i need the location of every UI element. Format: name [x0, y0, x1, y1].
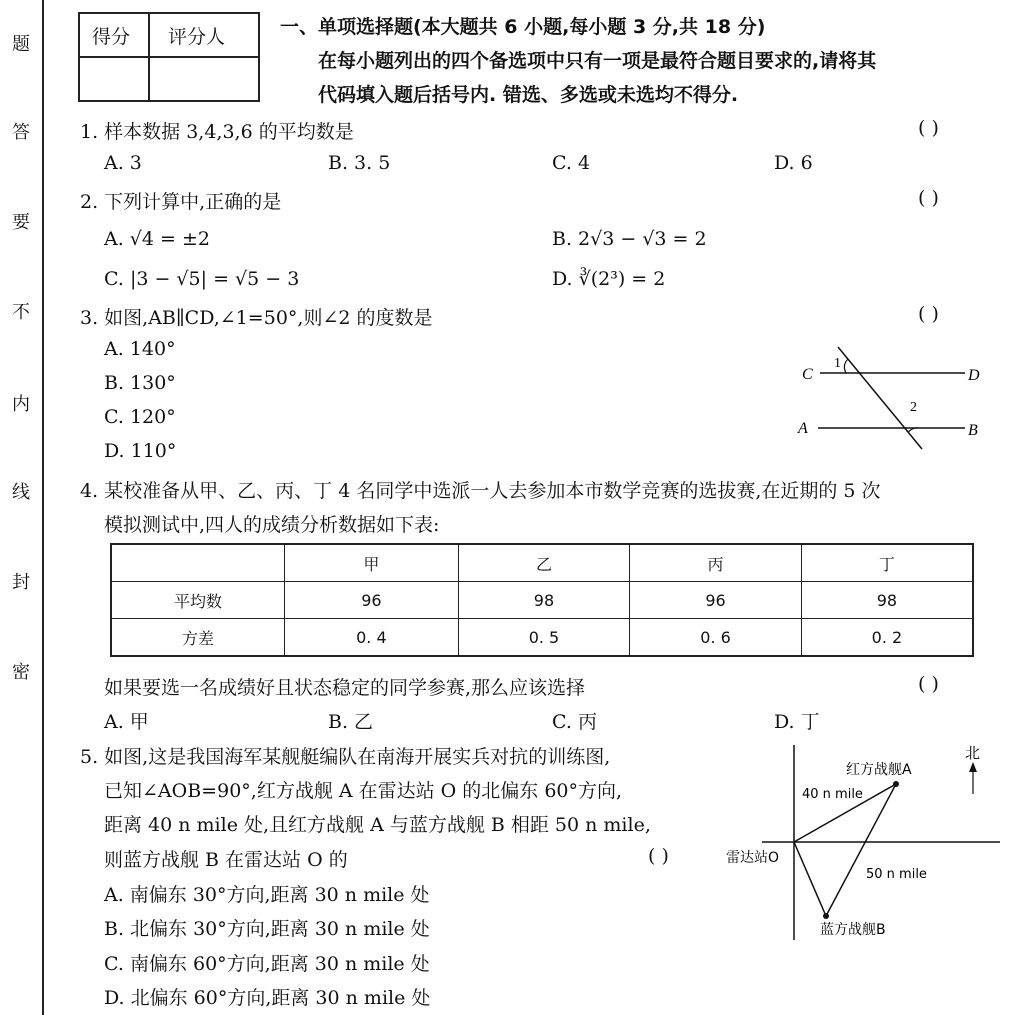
table-header-row: [111, 544, 973, 582]
table-cell: 0. 6: [630, 619, 802, 657]
q3-option-b: B. 130°: [104, 372, 176, 394]
q4-stem: 4. 某校准备从甲、乙、丙、丁 4 名同学中选派一人去参加本市数学竞赛的选拔赛,在近期的 5 次: [80, 480, 881, 502]
binding-char: 线: [12, 482, 30, 503]
q2-option-d: D. ∛(2³) = 2: [552, 268, 666, 290]
label-d: D: [968, 367, 980, 384]
binding-line: [42, 0, 44, 1015]
answer-paren: ( ): [918, 187, 939, 209]
answer-paren: ( ): [648, 845, 669, 867]
table-row: [111, 619, 973, 657]
segment-ob: [794, 842, 826, 916]
table-cell: 0. 4: [285, 619, 459, 657]
ship-b-label: 蓝方战舰B: [820, 922, 886, 938]
table-cell: 98: [458, 582, 630, 619]
q3-stem: 3. 如图,AB∥CD,∠1=50°,则∠2 的度数是: [80, 307, 433, 329]
q2-option-c: C. |3 − √5| = √5 − 3: [104, 268, 300, 290]
binding-char: 不: [12, 302, 30, 323]
label-c: C: [802, 366, 813, 383]
naval-exercise-figure: [720, 740, 1010, 945]
station-label: 雷达站O: [726, 850, 780, 866]
table-header: 甲: [285, 544, 459, 582]
q4-stem: 模拟测试中,四人的成绩分析数据如下表:: [104, 514, 440, 536]
table-cell: 98: [801, 582, 973, 619]
angle-1-arc: [844, 359, 848, 373]
q4-option-b: B. 乙: [328, 711, 374, 733]
q5-stem: 则蓝方战舰 B 在雷达站 O 的: [104, 849, 348, 871]
parallel-lines-figure: [790, 345, 990, 450]
q1-stem: 1. 样本数据 3,4,3,6 的平均数是: [80, 121, 354, 143]
score-label: 得分: [92, 26, 131, 48]
score-box: [78, 12, 260, 102]
q5-option-a: A. 南偏东 30°方向,距离 30 n mile 处: [104, 884, 430, 906]
q3-option-a: A. 140°: [104, 338, 176, 360]
q5-option-d: D. 北偏东 60°方向,距离 30 n mile 处: [104, 987, 431, 1009]
table-cell: 平均数: [111, 582, 285, 619]
q5-stem: 已知∠AOB=90°,红方战舰 A 在雷达站 O 的北偏东 60°方向,: [104, 780, 623, 802]
answer-paren: ( ): [918, 117, 939, 139]
binding-char: 封: [12, 572, 30, 593]
q3-option-d: D. 110°: [104, 440, 177, 462]
table-cell: 96: [285, 582, 459, 619]
label-b: B: [968, 422, 978, 439]
binding-char: 要: [12, 212, 30, 233]
binding-char: 题: [12, 34, 30, 55]
q4-question: 如果要选一名成绩好且状态稳定的同学参赛,那么应该选择: [104, 677, 586, 699]
q5-stem: 距离 40 n mile 处,且红方战舰 A 与蓝方战舰 B 相距 50 n mile,: [104, 814, 651, 836]
table-header: 丙: [630, 544, 802, 582]
label-angle-1: 1: [834, 356, 841, 371]
q2-stem: 2. 下列计算中,正确的是: [80, 191, 282, 213]
table-cell: 96: [630, 582, 802, 619]
grader-label: 评分人: [168, 26, 226, 48]
table-cell: 0. 2: [801, 619, 973, 657]
q1-option-a: A. 3: [104, 152, 142, 174]
point-a: [893, 781, 899, 787]
distance-oa-label: 40 n mile: [802, 787, 863, 802]
q4-option-a: A. 甲: [104, 711, 149, 733]
q3-option-c: C. 120°: [104, 406, 176, 428]
q1-option-b: B. 3. 5: [328, 152, 391, 174]
q4-option-c: C. 丙: [552, 711, 597, 733]
binding-char: 答: [12, 122, 30, 143]
table-cell: 0. 5: [458, 619, 630, 657]
q4-option-d: D. 丁: [774, 711, 820, 733]
answer-paren: ( ): [918, 303, 939, 325]
answer-paren: ( ): [918, 673, 939, 695]
table-cell: 方差: [111, 619, 285, 657]
ship-a-label: 红方战舰A: [846, 762, 912, 778]
q2-option-b: B. 2√3 − √3 = 2: [552, 228, 707, 250]
label-a: A: [798, 420, 808, 437]
binding-char: 内: [12, 394, 30, 415]
q5-option-b: B. 北偏东 30°方向,距离 30 n mile 处: [104, 918, 430, 940]
table-header: 丁: [801, 544, 973, 582]
q2-option-a: A. √4 = ±2: [104, 228, 211, 250]
table-row: [111, 582, 973, 619]
distance-ab-label: 50 n mile: [866, 867, 927, 882]
q5-option-c: C. 南偏东 60°方向,距离 30 n mile 处: [104, 953, 430, 975]
north-label: 北: [965, 744, 981, 762]
table-header: [111, 544, 285, 582]
binding-char: 密: [12, 662, 30, 683]
transversal: [838, 347, 922, 449]
table-header: 乙: [458, 544, 630, 582]
section-instructions: 代码填入题后括号内. 错选、多选或未选均不得分.: [318, 84, 739, 106]
point-b: [823, 913, 829, 919]
q5-stem: 5. 如图,这是我国海军某舰艇编队在南海开展实兵对抗的训练图,: [80, 746, 611, 768]
north-arrow-head: [969, 762, 977, 772]
score-table: [110, 543, 974, 657]
section-title: 一、单项选择题(本大题共 6 小题,每小题 3 分,共 18 分): [280, 16, 766, 38]
q1-option-d: D. 6: [774, 152, 813, 174]
section-instructions: 在每小题列出的四个备选项中只有一项是最符合题目要求的,请将其: [318, 50, 877, 72]
q1-option-c: C. 4: [552, 152, 591, 174]
label-angle-2: 2: [910, 400, 917, 415]
